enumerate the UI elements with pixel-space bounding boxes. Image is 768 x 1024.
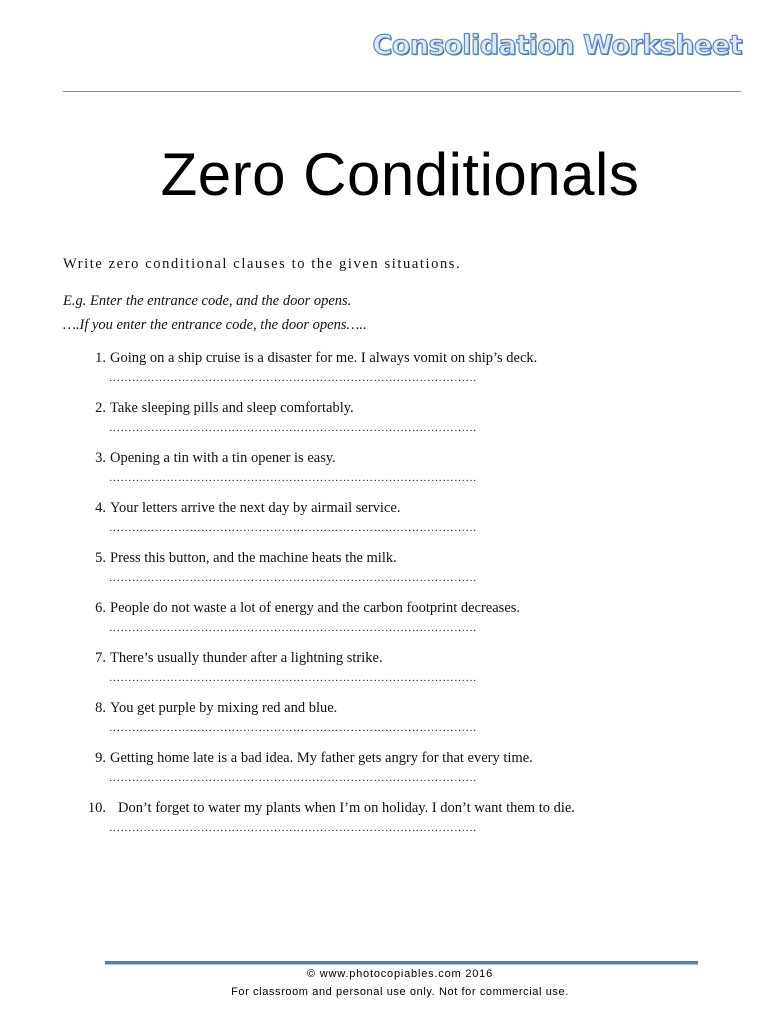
answer-line: …………………………………………………………………………………… <box>109 472 477 484</box>
item-text: Getting home late is a bad idea. My father gets angry for that every time. <box>110 750 533 766</box>
item-text: Don’t forget to water my plants when I’m on holiday. I don’t want them to die. <box>118 800 575 816</box>
footer-copyright: © www.photocopiables.com 2016 <box>306 968 493 980</box>
answer-line: …………………………………………………………………………………… <box>109 622 477 634</box>
answer-line: …………………………………………………………………………………… <box>109 672 477 684</box>
item-number: 7. <box>95 650 106 666</box>
item-text: Press this button, and the machine heats the milk. <box>110 550 397 566</box>
item-number: 1. <box>95 350 106 366</box>
answer-line: …………………………………………………………………………………… <box>109 422 477 434</box>
item-text: You get purple by mixing red and blue. <box>110 700 338 716</box>
instruction-text: Write zero conditional clauses to the given situations. <box>63 256 462 272</box>
answer-line: …………………………………………………………………………………… <box>109 372 477 384</box>
list-item <box>0 348 768 398</box>
item-text: Take sleeping pills and sleep comfortably. <box>110 400 354 416</box>
list-item <box>0 498 768 548</box>
answer-line: …………………………………………………………………………………… <box>109 822 477 834</box>
answer-line: …………………………………………………………………………………… <box>109 722 477 734</box>
list-item <box>0 548 768 598</box>
item-number: 4. <box>95 500 106 516</box>
list-item <box>0 598 768 648</box>
list-item <box>0 798 768 848</box>
list-item <box>0 648 768 698</box>
item-text: There’s usually thunder after a lightning strike. <box>110 650 383 666</box>
footer-divider <box>105 961 698 965</box>
item-number: 9. <box>95 750 106 766</box>
list-item <box>0 398 768 448</box>
example-answer: ….If you enter the entrance code, the door opens….. <box>63 317 367 333</box>
item-number: 3. <box>95 450 106 466</box>
item-number: 5. <box>95 550 106 566</box>
item-text: Your letters arrive the next day by airmail service. <box>110 500 401 516</box>
header-divider <box>63 91 741 92</box>
item-number: 10. <box>87 800 106 816</box>
exercise-list <box>0 348 768 848</box>
list-item <box>0 448 768 498</box>
item-text: Going on a ship cruise is a disaster for me. I always vomit on ship’s deck. <box>110 350 538 366</box>
answer-line: …………………………………………………………………………………… <box>109 572 477 584</box>
item-number: 8. <box>95 700 106 716</box>
item-text: People do not waste a lot of energy and the carbon footprint decreases. <box>110 600 521 616</box>
example-prompt: E.g. Enter the entrance code, and the door opens. <box>63 293 352 309</box>
list-item <box>0 748 768 798</box>
page-title: Zero Conditionals <box>160 141 640 208</box>
answer-line: …………………………………………………………………………………… <box>109 772 477 784</box>
item-number: 6. <box>95 600 106 616</box>
item-number: 2. <box>95 400 106 416</box>
answer-line: …………………………………………………………………………………… <box>109 522 477 534</box>
list-item <box>0 698 768 748</box>
banner-title: Consolidation Worksheet <box>372 30 742 61</box>
footer-notice: For classroom and personal use only. Not for commercial use. <box>231 986 569 998</box>
item-text: Opening a tin with a tin opener is easy. <box>110 450 336 466</box>
